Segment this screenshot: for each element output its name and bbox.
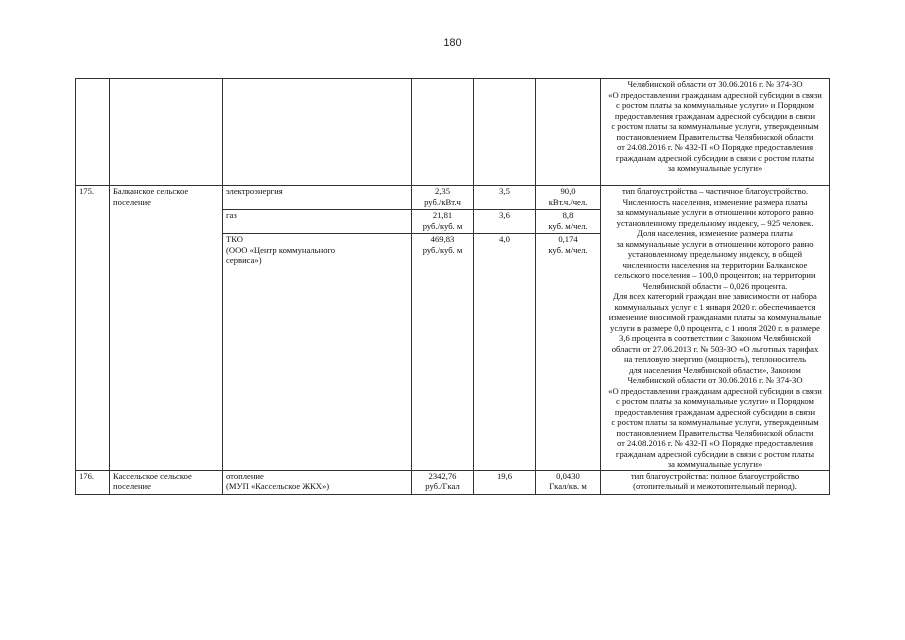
note-line: установленному предельному индексу, в общей bbox=[627, 249, 803, 259]
cell-index bbox=[474, 470, 536, 494]
tariff-unit: руб./Гкал bbox=[425, 481, 460, 491]
index-value: 19,6 bbox=[496, 470, 513, 481]
tariff-table bbox=[75, 78, 830, 495]
note-line: предоставления гражданам адресной субсидии в связи bbox=[614, 110, 816, 121]
settlement-name: Кассельское сельское bbox=[113, 470, 192, 481]
cell-index bbox=[474, 234, 536, 471]
norm-value: 90,0 bbox=[560, 186, 576, 196]
note-line: за коммунальные услуги» bbox=[667, 459, 763, 469]
note-line: услуги в размере 0,0 процента, с 1 июля 2020 г. в размере bbox=[610, 322, 820, 333]
note-line: гражданам адресной субсидии в связи с ростом платы bbox=[615, 448, 815, 459]
note-line: Для всех категорий граждан вне зависимости от набора bbox=[613, 291, 817, 301]
note-line: постановлением Правительства Челябинской области bbox=[616, 427, 814, 438]
norm-unit: Гкал/кв. м bbox=[549, 481, 587, 491]
tariff-value: 469,83 bbox=[430, 234, 455, 244]
cell-tariff bbox=[412, 186, 474, 210]
norm-unit: куб. м/чел. bbox=[548, 244, 588, 255]
service-name: ТКО bbox=[226, 234, 243, 244]
note-line: тип благоустройства – частичное благоустройство. bbox=[621, 186, 809, 196]
note-line: тип благоустройства: полное благоустройство bbox=[630, 470, 800, 481]
note-line: с ростом платы за коммунальные услуги» и Порядком bbox=[616, 100, 814, 110]
norm-value: 8,8 bbox=[562, 210, 574, 220]
note-line: предоставления гражданам адресной субсидии в связи bbox=[614, 406, 816, 417]
note-line: области от 27.06.2013 г. № 503-ЗО «О льготных тарифах bbox=[611, 343, 819, 354]
note-line: от 24.08.2016 г. № 432-П «О Порядке предоставления bbox=[616, 142, 814, 152]
norm-unit: кВт.ч./чел. bbox=[548, 196, 588, 207]
index-value: 3,6 bbox=[499, 210, 510, 220]
tariff-value: 2,35 bbox=[434, 186, 451, 196]
note-line: от 24.08.2016 г. № 432-П «О Порядке предоставления bbox=[616, 438, 814, 448]
cell-num bbox=[76, 79, 110, 186]
cell-service bbox=[223, 470, 412, 494]
cell-index bbox=[474, 210, 536, 234]
note-line: за коммунальные услуги в отношении которого равно bbox=[616, 238, 814, 249]
note-line: коммунальных услуг с 1 января 2020 г. обеспечивается bbox=[614, 301, 816, 312]
note-line: с ростом платы за коммунальные услуги» и Порядком bbox=[616, 396, 814, 406]
cell-index bbox=[474, 186, 536, 210]
cell-service bbox=[223, 234, 412, 471]
note-line: на тепловую энергию (мощность), теплоноситель bbox=[623, 354, 807, 364]
service-name: газ bbox=[226, 210, 237, 220]
note-line: за коммунальные услуги» bbox=[667, 163, 763, 173]
note-line: Челябинской области – 0,026 процента. bbox=[642, 280, 788, 291]
note-line: 3,6 процента в соответствии с Законом Челябинской bbox=[619, 333, 811, 343]
cell-norm bbox=[536, 79, 601, 186]
table-row-176 bbox=[76, 470, 830, 494]
index-value: 3,5 bbox=[499, 186, 510, 196]
note-line: (отопительный и межотопительный период). bbox=[633, 481, 797, 491]
note-line: «О предоставлении гражданам адресной субсидии в связи bbox=[608, 385, 822, 396]
note-line: для населения Челябинской области», Законом bbox=[629, 364, 801, 375]
page-number: 180 bbox=[443, 37, 462, 49]
settlement-name: поселение bbox=[113, 481, 151, 491]
table-row-continuation bbox=[76, 79, 830, 186]
cell-service bbox=[223, 210, 412, 234]
cell-num bbox=[76, 186, 110, 471]
service-name: отопление bbox=[226, 470, 264, 481]
cell-settlement bbox=[110, 79, 223, 186]
cell-note bbox=[601, 470, 830, 494]
cell-index bbox=[474, 79, 536, 186]
note-line: гражданам адресной субсидии в связи с ростом платы bbox=[615, 152, 815, 163]
cell-note bbox=[601, 186, 830, 471]
service-name: электроэнергия bbox=[226, 186, 283, 196]
cell-norm bbox=[536, 470, 601, 494]
tariff-value: 2342,76 bbox=[428, 470, 457, 481]
service-provider: (ООО «Центр коммунального bbox=[226, 244, 336, 255]
note-line: за коммунальные услуги в отношении которого равно bbox=[616, 207, 814, 217]
index-value: 4,0 bbox=[499, 234, 510, 244]
cell-service bbox=[223, 79, 412, 186]
note-line: с ростом платы за коммунальные услуги, утвержденным bbox=[611, 417, 819, 427]
cell-num bbox=[76, 470, 110, 494]
cell-tariff bbox=[412, 470, 474, 494]
tariff-unit: руб./кВт.ч bbox=[424, 196, 461, 207]
note-line: сельского поселения – 100,0 процентов; на территории bbox=[614, 270, 816, 280]
cell-service bbox=[223, 186, 412, 210]
service-provider: (МУП «Кассельское ЖКХ») bbox=[226, 481, 330, 491]
note-line: Челябинской области от 30.06.2016 г. № 374-ЗО bbox=[627, 375, 803, 385]
settlement-name: Балканское сельское bbox=[113, 186, 189, 196]
note-line: Челябинской области от 30.06.2016 г. № 374-ЗО bbox=[627, 79, 803, 89]
service-provider: сервиса») bbox=[226, 255, 262, 265]
tariff-unit: руб./куб. м bbox=[422, 220, 463, 231]
row-number: 176. bbox=[79, 470, 95, 481]
cell-settlement bbox=[110, 470, 223, 494]
settlement-name: поселение bbox=[113, 196, 151, 207]
cell-norm bbox=[536, 186, 601, 210]
cell-tariff bbox=[412, 79, 474, 186]
note-line: установленному предельному индексу, – 925 человек. bbox=[616, 217, 814, 228]
cell-tariff bbox=[412, 234, 474, 471]
cell-norm bbox=[536, 210, 601, 234]
table-row-175-electricity bbox=[76, 186, 830, 210]
cell-note bbox=[601, 79, 830, 186]
note-line: с ростом платы за коммунальные услуги, утвержденным bbox=[611, 121, 819, 131]
note-line: изменение вносимой гражданами платы за коммунальные bbox=[608, 312, 822, 322]
cell-settlement bbox=[110, 186, 223, 471]
tariff-value: 21,81 bbox=[432, 210, 453, 220]
row-number: 175. bbox=[79, 186, 95, 196]
note-line: Доля населения, изменение размера платы bbox=[637, 228, 793, 238]
note-line: «О предоставлении гражданам адресной субсидии в связи bbox=[608, 89, 822, 100]
norm-value: 0,174 bbox=[558, 234, 578, 244]
norm-unit: куб. м/чел. bbox=[548, 220, 588, 231]
tariff-unit: руб./куб. м bbox=[422, 244, 463, 255]
note-line: численности населения на территории Балканское bbox=[622, 259, 808, 270]
norm-value: 0,0430 bbox=[556, 470, 580, 481]
note-line: постановлением Правительства Челябинской области bbox=[616, 131, 814, 142]
cell-norm bbox=[536, 234, 601, 471]
cell-tariff bbox=[412, 210, 474, 234]
note-line: Численность населения, изменение размера платы bbox=[622, 196, 808, 207]
